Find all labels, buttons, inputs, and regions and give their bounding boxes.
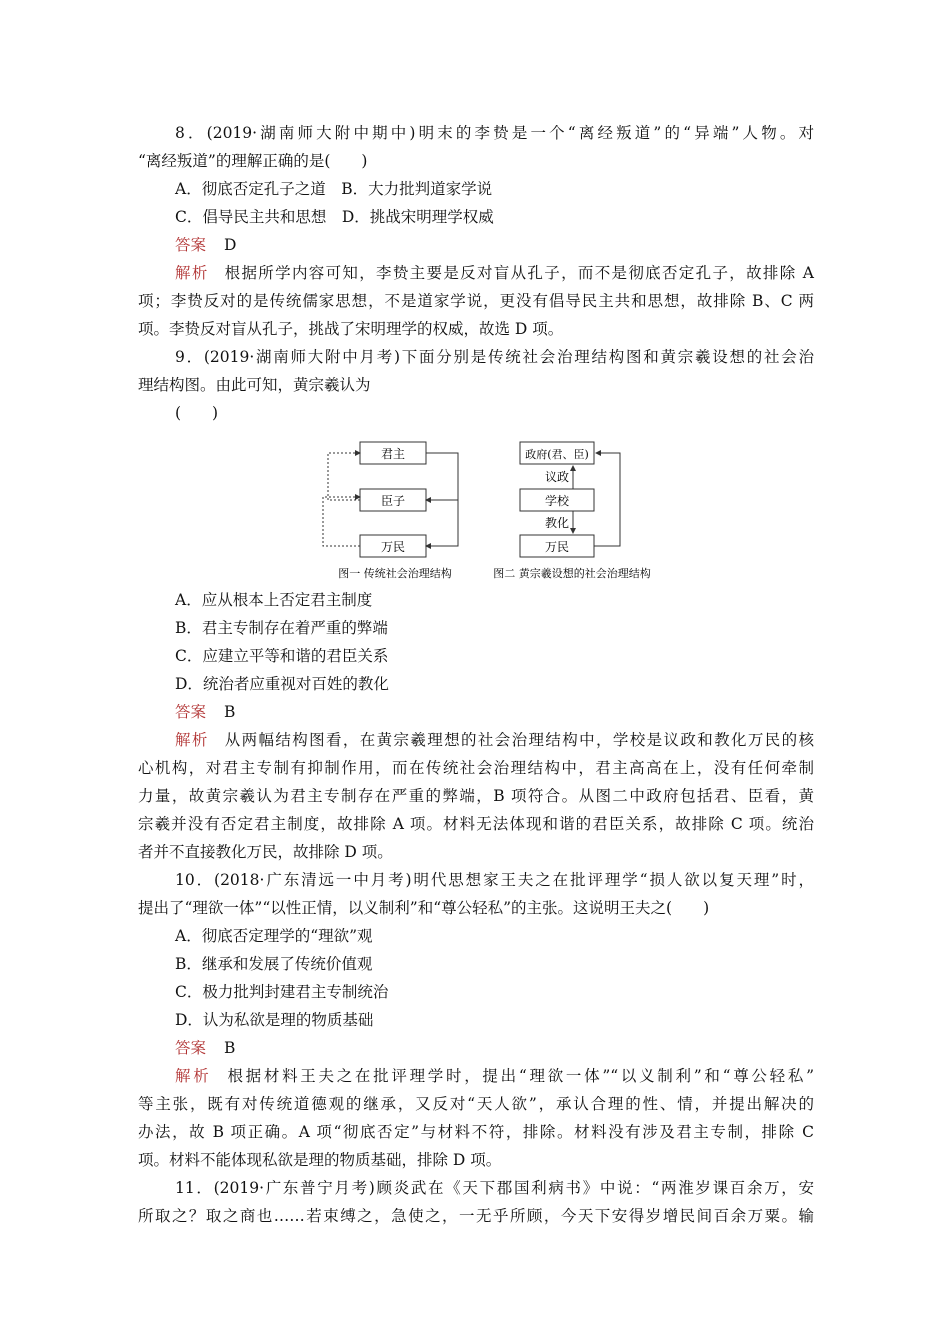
q9-option-a: A．应从根本上否定君主制度 xyxy=(175,591,373,609)
fig1-feedback-arrow-1 xyxy=(328,453,360,500)
q10-option-b: B．继承和发展了传统价值观 xyxy=(175,955,373,973)
q10-analysis-line-2: 等主张，既有对传统道德观的继承，又反对“天人欲”，承认合理的性、情，并提出解决的 xyxy=(138,1095,814,1113)
analysis-label: 解析 xyxy=(175,1067,212,1085)
fig1-feedback-arrow-2 xyxy=(323,497,360,546)
q8-options-ab: A．彻底否定孔子之道 B．大力批判道家学说 xyxy=(175,180,493,198)
q9-analysis-line-5: 者并不直接教化万民，故排除 D 项。 xyxy=(138,843,393,861)
q8-answer xyxy=(175,235,236,255)
q10-stem-line-1: 10．(2018·广东清远一中月考)明代思想家王夫之在批评理学“损人欲以复天理”时， xyxy=(175,871,814,889)
analysis-text: 根据所学内容可知，李贽主要是反对盲从孔子，而不是彻底否定孔子，故排除 A xyxy=(224,264,814,282)
q9-analysis-line-1 xyxy=(175,730,814,750)
q8-analysis-line-1 xyxy=(175,263,814,283)
q9-answer xyxy=(175,702,235,722)
fig2-label-deliberation: 议政 xyxy=(544,470,570,484)
q11-stem-line-2: 所取之？取之商也……若束缚之，急使之，一无乎所顾，今天下安得岁增民间百余万粟。输 xyxy=(138,1207,814,1225)
q9-analysis-line-2: 心机构，对君主专制有抑制作用，而在传统社会治理结构中，君主高高在上，没有任何牵制 xyxy=(138,759,814,777)
q10-analysis-line-4: 项。材料不能体现私欲是理的物质基础，排除 D 项。 xyxy=(138,1151,502,1169)
fig2-feedback-arrow xyxy=(594,453,620,546)
fig1-command-arrow-2 xyxy=(426,500,458,546)
fig2-caption: 图二 黄宗羲设想的社会治理结构 xyxy=(493,567,651,580)
q9-stem-line-2: 理结构图。由此可知，黄宗羲认为 xyxy=(138,376,371,394)
analysis-label: 解析 xyxy=(175,264,209,282)
fig2-label-government: 政府(君、臣) xyxy=(525,448,589,461)
answer-label: 答案 xyxy=(175,703,207,721)
q11-stem-line-1: 11．(2019·广东普宁月考)顾炎武在《天下郡国利病书》中说：“两淮岁课百余万，安 xyxy=(175,1179,814,1197)
q9-stem-line-1: 9．(2019·湖南师大附中月考)下面分别是传统社会治理结构图和黄宗羲设想的社会治 xyxy=(175,348,814,366)
answer-label: 答案 xyxy=(175,236,207,254)
answer-value: D xyxy=(224,236,237,254)
fig1-label-minister: 臣子 xyxy=(380,494,406,508)
fig1-label-people: 万民 xyxy=(380,540,406,554)
q9-option-d: D．统治者应重视对百姓的教化 xyxy=(175,675,389,693)
q10-option-a: A．彻底否定理学的“理欲”观 xyxy=(175,927,373,945)
answer-value: B xyxy=(224,1039,236,1057)
q9-option-c: C．应建立平等和谐的君臣关系 xyxy=(175,647,389,665)
fig2-label-education: 教化 xyxy=(544,516,570,530)
analysis-text: 从两幅结构图看，在黄宗羲理想的社会治理结构中，学校是议政和教化万民的核 xyxy=(224,731,814,749)
q10-analysis-line-3: 办法，故 B 项正确。A 项“彻底否定”与材料不符，排除。材料没有涉及君主专制，排除 C xyxy=(138,1123,814,1141)
q9-option-b: B．君主专制存在着严重的弊端 xyxy=(175,619,388,637)
q9-figure xyxy=(315,435,675,583)
q10-stem-line-2: 提出了“理欲一体”“以性正情，以义制利”和“尊公轻私”的主张。这说明王夫之( ) xyxy=(138,899,710,917)
q8-stem-line-2: “离经叛道”的理解正确的是( ) xyxy=(138,152,368,170)
q9-analysis-line-4: 宗羲并没有否定君主制度，故排除 A 项。材料无法体现和谐的君臣关系，故排除 C 项。统治 xyxy=(138,815,814,833)
fig1-caption: 图一 传统社会治理结构 xyxy=(338,567,452,580)
q10-option-d: D．认为私欲是理的物质基础 xyxy=(175,1011,374,1029)
figure-1 xyxy=(323,442,458,580)
q8-options-cd: C．倡导民主共和思想 D．挑战宋明理学权威 xyxy=(175,208,494,226)
fig2-label-people: 万民 xyxy=(544,540,570,554)
q8-stem-line-1: 8．(2019·湖南师大附中期中)明末的李贽是一个“离经叛道”的“异端”人物。对 xyxy=(175,124,814,142)
analysis-label: 解析 xyxy=(175,731,209,749)
q8-analysis-line-2: 项；李贽反对的是传统儒家思想，不是道家学说，更没有倡导民主共和思想，故排除 B、C 两 xyxy=(138,292,814,310)
q9-analysis-line-3: 力量，故黄宗羲认为君主专制存在严重的弊端，B 项符合。从图二中政府包括君、臣看，黄 xyxy=(138,787,814,805)
q10-analysis-line-1 xyxy=(175,1066,814,1086)
analysis-text: 根据材料王夫之在批评理学时，提出“理欲一体”“以义制利”和“尊公轻私” xyxy=(227,1067,814,1085)
q9-answer-blank: ( ) xyxy=(175,404,219,422)
fig1-command-arrow-1 xyxy=(426,453,458,500)
fig2-label-school: 学校 xyxy=(544,494,570,508)
fig1-label-ruler: 君主 xyxy=(380,447,406,461)
answer-label: 答案 xyxy=(175,1039,207,1057)
q10-option-c: C．极力批判封建君主专制统治 xyxy=(175,983,389,1001)
q10-answer xyxy=(175,1038,235,1058)
answer-value: B xyxy=(224,703,236,721)
q8-analysis-line-3: 项。李贽反对盲从孔子，挑战了宋明理学的权威，故选 D 项。 xyxy=(138,320,564,338)
figure-2 xyxy=(493,442,651,580)
